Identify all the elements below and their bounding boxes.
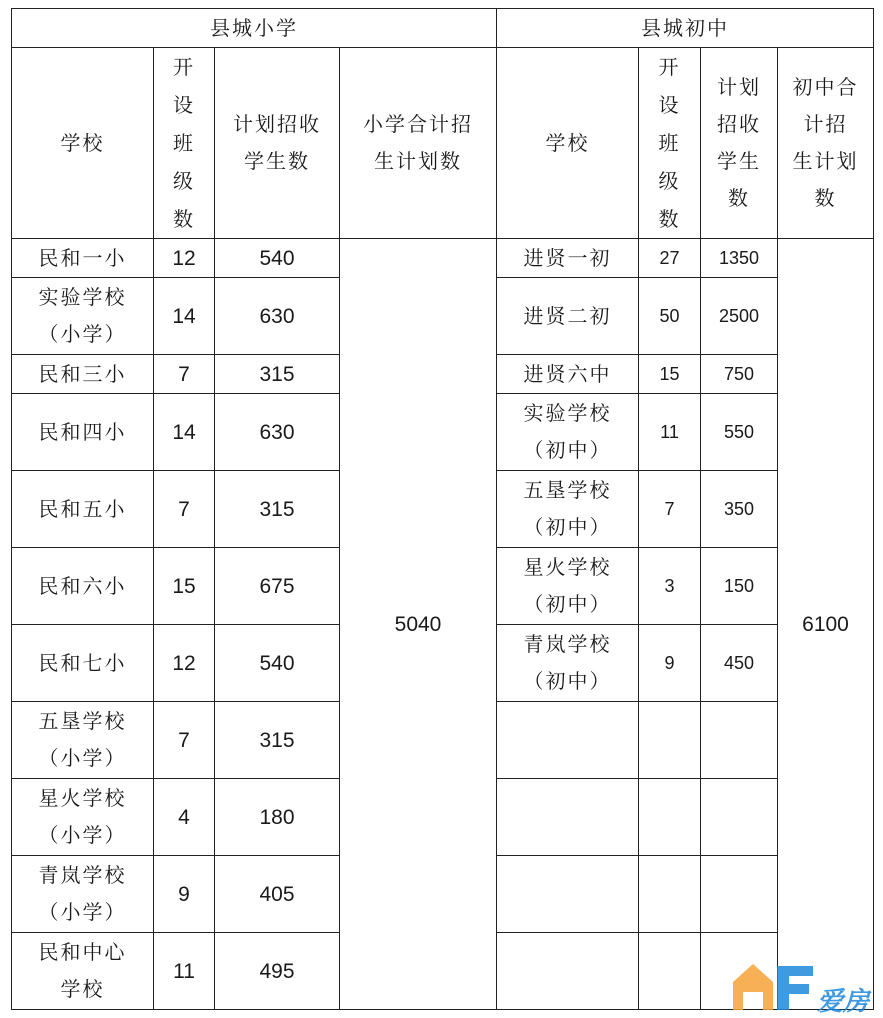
primary-planned-cell: 315 [215, 702, 340, 779]
middle-section-title: 县城初中 [497, 9, 874, 48]
middle-classes-cell: 27 [639, 239, 701, 278]
primary-classes-cell: 12 [154, 625, 215, 702]
primary-section-title: 县城小学 [12, 9, 497, 48]
middle-planned-cell: 450 [701, 625, 778, 702]
middle-school-cell: 星火学校 （初中） [497, 548, 639, 625]
primary-school-cell: 民和七小 [12, 625, 154, 702]
primary-school-cell: 五垦学校 （小学） [12, 702, 154, 779]
middle-classes-header: 开 设 班 级 数 [639, 48, 701, 239]
middle-planned-cell: 350 [701, 471, 778, 548]
column-header-row [12, 48, 874, 239]
middle-classes-cell [639, 933, 701, 1010]
primary-planned-cell: 630 [215, 278, 340, 355]
middle-planned-cell: 1350 [701, 239, 778, 278]
primary-school-cell: 星火学校 （小学） [12, 779, 154, 856]
middle-planned-cell [701, 856, 778, 933]
middle-school-cell: 进贤六中 [497, 355, 639, 394]
primary-planned-cell: 180 [215, 779, 340, 856]
middle-school-cell: 五垦学校 （初中） [497, 471, 639, 548]
house-logo-icon [727, 952, 877, 1014]
primary-classes-cell: 7 [154, 355, 215, 394]
primary-school-cell: 民和五小 [12, 471, 154, 548]
middle-school-cell [497, 856, 639, 933]
middle-school-cell: 进贤二初 [497, 278, 639, 355]
watermark-text: 爱房 [817, 987, 870, 1014]
middle-school-cell: 进贤一初 [497, 239, 639, 278]
primary-classes-cell: 4 [154, 779, 215, 856]
primary-classes-cell: 14 [154, 278, 215, 355]
primary-school-cell: 实验学校 （小学） [12, 278, 154, 355]
middle-total-cell: 6100 [778, 239, 874, 1010]
primary-planned-cell: 315 [215, 355, 340, 394]
primary-school-cell: 民和一小 [12, 239, 154, 278]
primary-classes-cell: 14 [154, 394, 215, 471]
enrollment-plan-table [11, 8, 874, 1010]
primary-school-header: 学校 [12, 48, 154, 239]
primary-classes-cell: 15 [154, 548, 215, 625]
primary-classes-header: 开 设 班 级 数 [154, 48, 215, 239]
middle-planned-cell: 750 [701, 355, 778, 394]
middle-classes-cell [639, 702, 701, 779]
middle-classes-cell [639, 779, 701, 856]
middle-school-cell [497, 702, 639, 779]
middle-school-cell [497, 933, 639, 1010]
middle-classes-cell [639, 856, 701, 933]
primary-classes-cell: 9 [154, 856, 215, 933]
primary-classes-cell: 7 [154, 702, 215, 779]
primary-school-cell: 民和中心 学校 [12, 933, 154, 1010]
primary-school-cell: 青岚学校 （小学） [12, 856, 154, 933]
middle-school-header: 学校 [497, 48, 639, 239]
primary-planned-cell: 630 [215, 394, 340, 471]
primary-classes-cell: 12 [154, 239, 215, 278]
primary-planned-cell: 315 [215, 471, 340, 548]
middle-planned-cell [701, 702, 778, 779]
primary-planned-cell: 405 [215, 856, 340, 933]
middle-classes-cell: 7 [639, 471, 701, 548]
section-header-row [12, 9, 874, 48]
primary-classes-cell: 11 [154, 933, 215, 1010]
middle-planned-cell [701, 779, 778, 856]
primary-total-cell: 5040 [340, 239, 497, 1010]
middle-school-cell: 实验学校 （初中） [497, 394, 639, 471]
middle-planned-header: 计划 招收 学生 数 [701, 48, 778, 239]
primary-planned-cell: 540 [215, 239, 340, 278]
middle-planned-cell: 550 [701, 394, 778, 471]
middle-school-cell: 青岚学校 （初中） [497, 625, 639, 702]
primary-school-cell: 民和三小 [12, 355, 154, 394]
primary-total-header: 小学合计招 生计划数 [340, 48, 497, 239]
primary-planned-cell: 495 [215, 933, 340, 1010]
middle-total-header: 初中合 计招 生计划 数 [778, 48, 874, 239]
middle-planned-cell: 2500 [701, 278, 778, 355]
middle-classes-cell: 3 [639, 548, 701, 625]
middle-classes-cell: 11 [639, 394, 701, 471]
middle-planned-cell: 150 [701, 548, 778, 625]
primary-school-cell: 民和六小 [12, 548, 154, 625]
primary-planned-header: 计划招收 学生数 [215, 48, 340, 239]
primary-planned-cell: 540 [215, 625, 340, 702]
table-row [12, 239, 874, 278]
primary-school-cell: 民和四小 [12, 394, 154, 471]
middle-classes-cell: 50 [639, 278, 701, 355]
middle-school-cell [497, 779, 639, 856]
middle-classes-cell: 15 [639, 355, 701, 394]
primary-classes-cell: 7 [154, 471, 215, 548]
primary-planned-cell: 675 [215, 548, 340, 625]
middle-classes-cell: 9 [639, 625, 701, 702]
